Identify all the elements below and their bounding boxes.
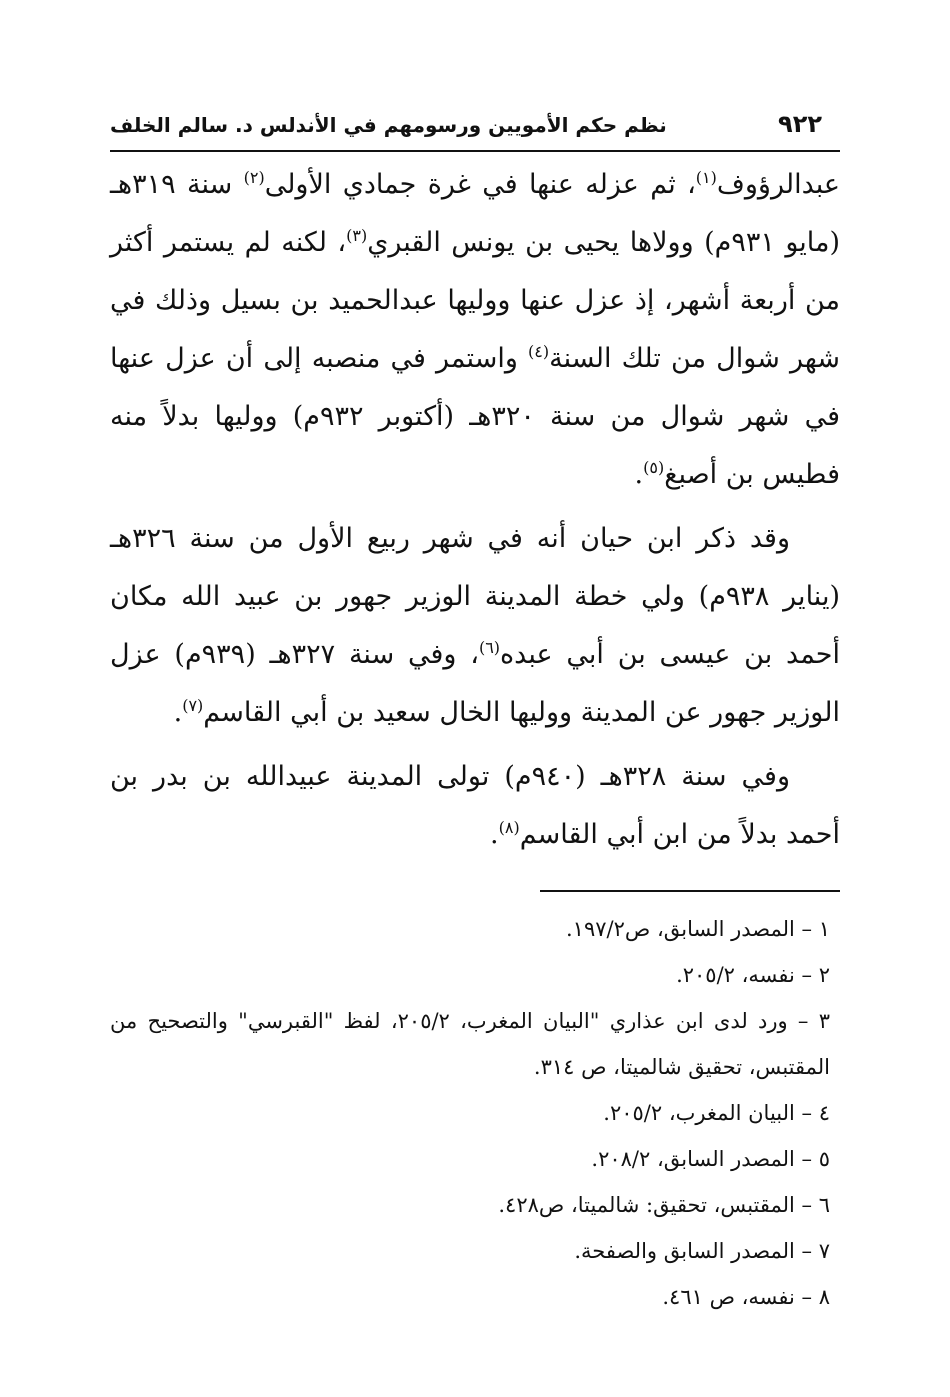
paragraph-3: [110, 748, 840, 864]
footnote-ref-4: (٤): [528, 342, 550, 361]
footnote-ref-5: (٥): [643, 458, 665, 477]
footnote-ref-1: (١): [695, 168, 717, 187]
text-segment: .: [173, 697, 183, 728]
running-title: نظم حكم الأمويين ورسومهم في الأندلس د. سالم الخلف: [110, 113, 667, 137]
footnote-6: ٦ – المقتبس، تحقيق: شالميتا، ص٤٢٨.: [498, 1193, 830, 1217]
text-segment: ، ثم عزله عنها في غرة جمادي الأولى: [264, 169, 696, 200]
text-segment: .: [490, 819, 499, 850]
text-segment: عبدالرؤوف: [716, 169, 840, 200]
footnote-2: ٢ – نفسه، ٢٠٥/٢.: [676, 963, 830, 987]
text-segment: واستمر في منصبه إلى أن عزل عنها في شهر شوال من سنة ٣٢٠هـ (أكتوبر ٩٣٢م) ووليها بدلاً منه فطيس بن أصبغ: [110, 343, 840, 490]
paragraph-2: [110, 510, 840, 742]
footnote-3: ٣ – ورد لدى ابن عذاري "البيان المغرب، ٢٠٥/٢، لفظ "القبرسي" والتصحيح من المقتبس، تحقيق شالميتا، ص ٣١٤.: [110, 1009, 830, 1079]
text-segment: وقد ذكر ابن حيان أنه في شهر ربيع الأول من سنة ٣٢٦هـ (يناير ٩٣٨م) ولي خطة المدينة الوزير جهور بن عبيد الله مكان أحمد بن عيسى بن أبي عبده: [110, 523, 840, 670]
text-segment: ، لكنه لم يستمر أكثر من أربعة أشهر، إذ عزل عنها ووليها عبدالحميد بن بسيل وذلك في شهر شوال من تلك السنة: [110, 227, 840, 374]
text-segment: ، وفي سنة ٣٢٧هـ (٩٣٩م) عزل الوزير جهور عن المدينة ووليها الخال سعيد بن أبي القاسم: [110, 639, 840, 728]
text-segment: وفي سنة ٣٢٨هـ (٩٤٠م) تولى المدينة عبيدالله بن بدر بن أحمد بدلاً من ابن أبي القاسم: [110, 761, 840, 850]
running-header: [110, 110, 840, 152]
footnote-5: ٥ – المصدر السابق، ٢٠٨/٢.: [591, 1147, 830, 1171]
footnote-8: ٨ – نفسه، ص ٤٦١.: [662, 1285, 830, 1309]
text-segment: .: [634, 459, 644, 490]
footnote-ref-3: (٣): [346, 226, 368, 245]
text-segment: سنة ٣١٩هـ (مايو ٩٣١م) وولاها يحيى بن يونس القبري: [110, 169, 840, 258]
footnote-ref-7: (٧): [182, 696, 204, 715]
paragraph-1: [110, 156, 840, 504]
page-number: ٩٢٢: [778, 110, 822, 138]
footnote-ref-6: (٦): [478, 638, 501, 657]
footnote-ref-8: (٨): [498, 818, 520, 837]
footnote-1: ١ – المصدر السابق، ص١٩٧/٢.: [565, 917, 830, 941]
footnote-7: ٧ – المصدر السابق والصفحة.: [574, 1239, 830, 1263]
footnote-4: ٤ – البيان المغرب، ٢٠٥/٢.: [603, 1101, 830, 1125]
footnotes: [110, 906, 840, 1320]
body-text: [110, 156, 840, 864]
footnote-ref-2: (٢): [243, 168, 265, 187]
book-page: [110, 110, 840, 1320]
footnote-separator: [540, 890, 840, 892]
